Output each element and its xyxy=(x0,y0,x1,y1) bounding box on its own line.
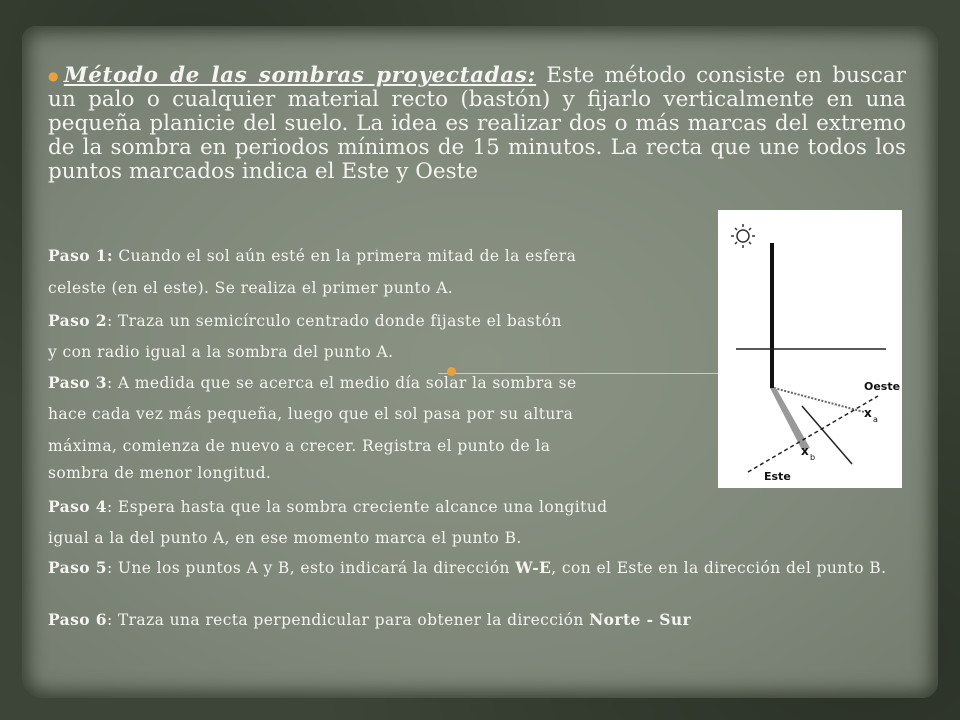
step-5-text-b: , con el Este en la dirección del punto B. xyxy=(551,559,887,577)
step-1-line-1 xyxy=(48,246,576,265)
step-2-line-1 xyxy=(48,311,562,330)
step-4-text-1: : Espera hasta que la sombra creciente alcance una longitud xyxy=(106,498,608,516)
step-4-line-1 xyxy=(48,497,608,516)
step-3-line-2: hace cada vez más pequeña, luego que el sol pasa por su altura xyxy=(48,405,574,423)
shadow-method-diagram xyxy=(718,210,902,488)
step-1-text-1: Cuando el sol aún esté en la primera mitad de la esfera xyxy=(113,247,577,265)
mark-b-sub: b xyxy=(810,453,816,462)
step-3-text-1: : A medida que se acerca el medio día solar la sombra se xyxy=(106,374,577,392)
shadow-b-shape xyxy=(770,388,810,450)
bullet-icon: ● xyxy=(48,69,62,83)
label-oeste: Oeste xyxy=(864,380,901,393)
step-5-we: W-E xyxy=(515,558,552,577)
step-2-label: Paso 2 xyxy=(48,311,107,330)
step-3-label: Paso 3 xyxy=(48,373,107,392)
intro-body: Este método consiste en buscar un palo o cualquier material recto (bastón) y fijarlo verticalmente en una pequeña planicie del suelo. La idea es realizar dos o más marcas del extremo de la sombra en periodos mínimos de 15 minutos. La recta que une todos los puntos marcados indica el Este y Oeste xyxy=(48,63,906,184)
step-4-line-2: igual a la del punto A, en ese momento marca el punto B. xyxy=(48,529,522,547)
step-2-text-1: : Traza un semicírculo centrado donde fijaste el bastón xyxy=(106,312,562,330)
step-2-line-2: y con radio igual a la sombra del punto A. xyxy=(48,343,394,361)
step-6-label: Paso 6 xyxy=(48,610,107,629)
mark-a-x: x xyxy=(864,406,872,420)
step-5-label: Paso 5 xyxy=(48,558,107,577)
step-5-text-a: : Une los puntos A y B, esto indicará la dirección xyxy=(106,559,516,577)
sun-icon xyxy=(731,224,755,248)
step-4-label: Paso 4 xyxy=(48,497,107,516)
step-3-line-4: sombra de menor longitud. xyxy=(48,464,272,482)
step-6-ns: Norte - Sur xyxy=(589,610,692,629)
step-6-line xyxy=(48,610,691,629)
step-5-paragraph xyxy=(48,558,904,578)
step-3-line-1 xyxy=(48,373,577,392)
step-1-line-2: celeste (en el este). Se realiza el primer punto A. xyxy=(48,279,454,297)
step-1-label: Paso 1: xyxy=(48,246,114,265)
intro-paragraph xyxy=(48,64,906,184)
mark-a-sub: a xyxy=(873,415,878,424)
step-6-text: : Traza una recta perpendicular para obtener la dirección xyxy=(106,611,590,629)
intro-heading: Método de las sombras proyectadas: xyxy=(63,63,537,88)
diagram-svg xyxy=(718,210,902,488)
step-3-line-3: máxima, comienza de nuevo a crecer. Registra el punto de la xyxy=(48,437,551,455)
label-este: Este xyxy=(764,470,791,483)
mark-b-x: x xyxy=(801,444,809,458)
